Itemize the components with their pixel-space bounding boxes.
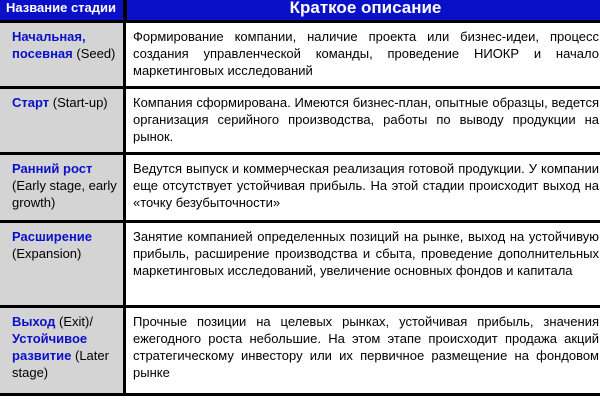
stage-name-ru-2: Устойчивое развитие (12, 331, 88, 363)
stage-name-cell (0, 155, 126, 223)
stage-name-cell (0, 223, 126, 308)
stage-name-cell (0, 23, 126, 89)
stage-name-en: (Expansion) (12, 246, 82, 261)
stage-description: Компания сформирована. Имеются бизнес-план, опытные образцы, ведется организация серийного производства, работы по выводу продукции на рынок. (126, 89, 600, 155)
stage-name-ru: Ранний рост (12, 161, 93, 176)
stage-name-cell (0, 89, 126, 155)
table-row (0, 23, 600, 89)
stage-name-cell (0, 308, 126, 396)
stage-name-mid: (Exit)/ (55, 314, 93, 329)
header-stage-name: Название стадии (0, 0, 126, 23)
stage-name-en: (Start-up) (49, 95, 108, 110)
header-row (0, 0, 600, 23)
stage-name-en: (Seed) (72, 46, 116, 61)
stage-description: Ведутся выпуск и коммерческая реализация готовой продукции. У компании еще отсутствует устойчивая прибыль. На этой стадии происходит выход на «точку безубыточности» (126, 155, 600, 223)
stage-name-ru: Выход (12, 314, 56, 329)
table-row (0, 223, 600, 308)
stage-name-ru: Расширение (12, 229, 93, 244)
stage-name-en: (Early stage, early growth) (12, 178, 117, 210)
table-row (0, 155, 600, 223)
stage-name-ru: Старт (12, 95, 50, 110)
table-row (0, 89, 600, 155)
stage-description: Прочные позиции на целевых рынках, устойчивая прибыль, значения ежегодного роста небольшие. На этом этапе происходит продажа акций стратегическому инвестору или их первичное размещение на фондовом рынке (126, 308, 600, 396)
stage-name-ru: Начальная, посевная (12, 29, 86, 61)
stage-description: Формирование компании, наличие проекта или бизнес-идеи, процесс создания управленческой команды, проведение НИОКР и начало маркетинговых исследований (126, 23, 600, 89)
stage-description: Занятие компанией определенных позиций на рынке, выход на устойчивую прибыль, расширение производства и сбыта, проведение дополнительных маркетинговых исследований, увеличение основных фондов и капитала (126, 223, 600, 308)
table-row (0, 308, 600, 396)
stage-name-en: (Later stage) (12, 348, 109, 380)
header-description: Краткое описание (126, 0, 600, 23)
